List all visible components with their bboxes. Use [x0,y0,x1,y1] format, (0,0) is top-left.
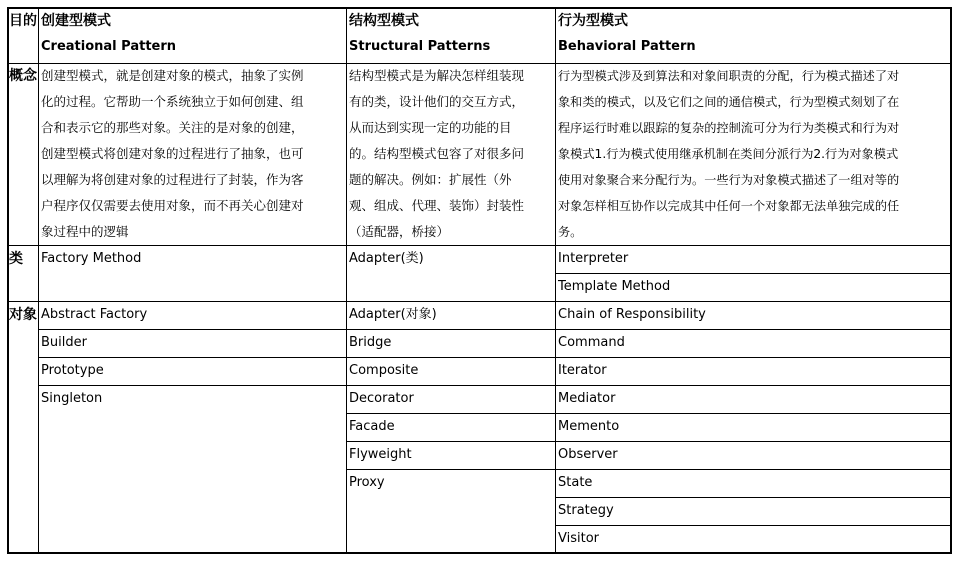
row-line [555,525,952,526]
text-line: 从而达到实现一定的功能的目 [349,120,512,135]
text-line: 合和表示它的那些对象。关注的是对象的创建， [41,120,304,135]
text-line: 户程序仅仅需要去使用对象，而不再关心创建对 [41,198,304,213]
pattern-adapter-object: Adapter(对象) [349,307,437,322]
text-line: 有的类，设计他们的交互方式， [349,94,525,109]
pattern-singleton: Singleton [41,391,103,406]
object-scope-label: 对象 [9,307,37,323]
table-left-border [7,7,9,554]
behavioral-concept-text [558,63,950,245]
pattern-flyweight: Flyweight [349,447,412,462]
table-top-border [7,7,952,9]
concept-label: 概念 [9,68,37,84]
text-line: 观、组成、代理、装饰）封装性 [349,198,525,213]
pattern-decorator: Decorator [349,391,414,406]
column-divider-1 [38,7,39,554]
text-line: 务。 [558,225,583,239]
structural-concept-text [349,63,554,245]
pattern-builder: Builder [41,335,87,350]
text-line: 以理解为将创建对象的过程进行了封装，作为客 [41,172,304,187]
behavioral-title-en: Behavioral Pattern [558,39,696,54]
purpose-label: 目的 [9,13,37,29]
pattern-factory-method: Factory Method [41,251,142,266]
structural-title-cn: 结构型模式 [349,13,419,29]
pattern-iterator: Iterator [558,363,607,378]
text-line: 题的解决。例如：扩展性（外 [349,172,512,187]
creational-title-cn: 创建型模式 [41,13,111,29]
pattern-template-method: Template Method [558,279,671,294]
pattern-adapter-class: Adapter(类) [349,251,424,266]
pattern-bridge: Bridge [349,335,392,350]
pattern-memento: Memento [558,419,620,434]
pattern-observer: Observer [558,447,618,462]
pattern-state: State [558,475,593,490]
pattern-composite: Composite [349,363,419,378]
structural-title-en: Structural Patterns [349,39,491,54]
row-line [555,497,952,498]
pattern-chain-of-responsibility: Chain of Responsibility [558,307,706,322]
pattern-facade: Facade [349,419,395,434]
text-line: 行为型模式涉及到算法和对象间职责的分配，行为模式描述了对 [558,69,900,83]
pattern-abstract-factory: Abstract Factory [41,307,148,322]
concept-divider [7,245,952,246]
creational-concept-text [41,63,345,245]
pattern-command: Command [558,335,625,350]
text-line: 创建型模式，就是创建对象的模式，抽象了实例 [41,68,304,83]
pattern-interpreter: Interpreter [558,251,629,266]
table-right-border [950,7,952,554]
text-line: 程序运行时难以跟踪的复杂的控制流可分为行为类模式和行为对 [558,121,900,135]
pattern-proxy: Proxy [349,475,385,490]
text-line: 的。结构型模式包容了对很多问 [349,146,525,161]
behavioral-title-cn: 行为型模式 [558,13,628,29]
text-line: 象模式1.行为模式使用继承机制在类间分派行为2.行为对象模式 [558,147,899,161]
pattern-mediator: Mediator [558,391,616,406]
column-divider-2 [346,7,347,554]
pattern-prototype: Prototype [41,363,104,378]
column-divider-3 [555,7,556,554]
creational-title-en: Creational Pattern [41,39,177,54]
text-line: （适配器，桥接） [349,224,450,239]
row-line [555,469,952,470]
text-line: 化的过程。它帮助一个系统独立于如何创建、组 [41,94,304,109]
text-line: 对象怎样相互协作以完成其中任何一个对象都无法单独完成的任 [558,199,900,213]
text-line: 象过程中的逻辑 [41,224,129,239]
pattern-strategy: Strategy [558,503,614,518]
row-line [555,357,952,358]
text-line: 创建型模式将创建对象的过程进行了抽象，也可 [41,146,304,161]
text-line: 使用对象聚合来分配行为。一些行为对象模式描述了一组对等的 [558,173,900,187]
class-scope-label: 类 [9,251,23,267]
text-line: 象和类的模式，以及它们之间的通信模式，行为型模式刻划了在 [558,95,900,109]
pattern-visitor: Visitor [558,531,599,546]
table-bottom-border [7,552,952,554]
text-line: 结构型模式是为解决怎样组装现 [349,68,525,83]
class-divider [7,301,952,302]
